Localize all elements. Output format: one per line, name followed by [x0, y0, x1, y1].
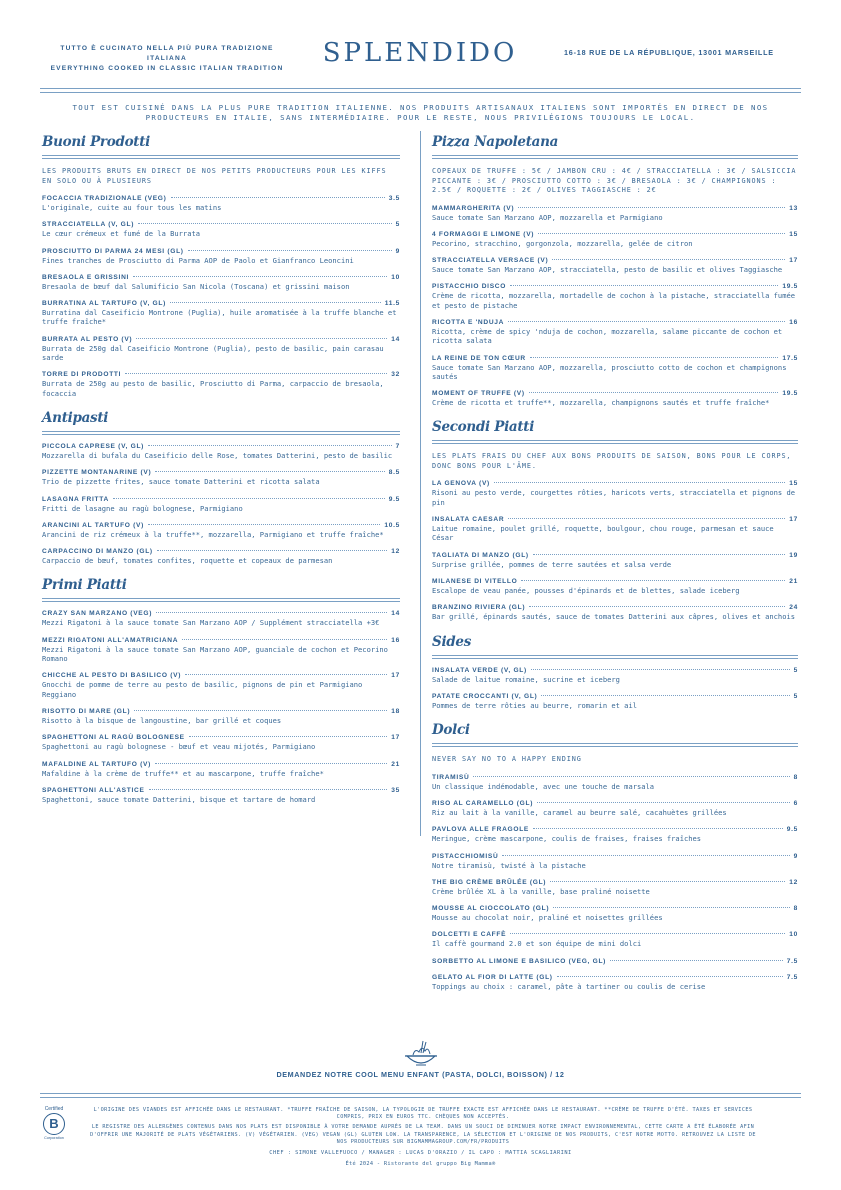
dotted-leader: [557, 976, 783, 977]
menu-item: [432, 257, 798, 274]
menu-item-name: TAGLIATA DI MANZO (GL): [432, 551, 529, 559]
menu-item-price: 16: [789, 318, 798, 326]
menu-item-price: 7: [395, 442, 400, 450]
footer-divider: [40, 1093, 801, 1098]
section-rule: [432, 743, 798, 747]
menu-item-heading: [432, 231, 798, 238]
menu-item: [432, 480, 798, 507]
dotted-leader: [156, 612, 387, 613]
intro-text: TOUT EST CUISINÉ DANS LA PLUS PURE TRADITION ITALIENNE. NOS PRODUITS ARTISANAUX ITALIENS SONT IMPORTÉS EN DIRECT DE NOS PRODUCTEURS EN ITALIE, SANS INTERMÉDIAIRE. POUR LE RESTE, NOUS PRIVILÉGIONS TOUJOURS LE LOCAL.: [72, 103, 769, 122]
menu-item: [42, 734, 400, 751]
menu-item-description: Le cœur crémeux et fumé de la Burrata: [42, 229, 201, 239]
menu-item: [42, 469, 400, 486]
menu-item-description: L'originale, cuite au four tous les matins: [42, 203, 222, 212]
menu-item-name: PISTACCHIOMISÙ: [432, 852, 499, 860]
left-column: [42, 131, 400, 813]
menu-item: [42, 248, 400, 265]
menu-item-description: Toppings au choix : caramel, pâte à tartiner ou coulis de cerise: [432, 981, 706, 991]
menu-item-heading: [432, 283, 798, 290]
menu-item: [42, 708, 400, 725]
menu-item-name: INSALATA VERDE (V, GL): [432, 666, 527, 674]
menu-item-heading: [432, 800, 798, 807]
dotted-leader: [508, 321, 785, 322]
menu-item-description: Crème de ricotta et truffe**, mozzarella, champignons sautés et truffe fraîche*: [432, 398, 770, 408]
menu-item-description: Trio de pizzette frites, sauce tomate Datterini et ricotta salata: [42, 477, 320, 487]
dotted-leader: [189, 736, 387, 737]
menu-item-price: 17: [789, 516, 798, 524]
menu-item-description: Il caffè gourmand 2.0 et son équipe de mini dolci: [432, 939, 642, 949]
menu-item-price: 19: [789, 551, 798, 559]
section-rule: [42, 431, 400, 435]
menu-item-name: RISOTTO DI MARE (GL): [42, 707, 131, 715]
dotted-leader: [133, 276, 387, 277]
menu-item: [432, 931, 798, 948]
menu-item-price: 8.5: [388, 469, 400, 477]
menu-item-heading: [432, 390, 798, 397]
menu-item-description: Fritti de lasagne au ragù bolognese, Parmigiano: [42, 503, 243, 513]
menu-item: [432, 974, 798, 991]
menu-item: [42, 443, 400, 460]
menu-item-description: Carpaccio de bœuf, tomates confites, roquette et copeaux de parmesan: [42, 556, 333, 566]
menu-item-description: Mezzi Rigatoni à la sauce tomate San Marzano AOP / Supplément stracciatella +3€: [42, 618, 380, 628]
menu-item-name: SPAGHETTONI ALL'ASTICE: [42, 786, 145, 794]
menu-item: [432, 826, 798, 843]
menu-item: [42, 761, 400, 778]
dotted-leader: [541, 695, 789, 696]
menu-header: [0, 38, 841, 72]
menu-item-name: GELATO AL FIOR DI LATTE (GL): [432, 973, 553, 981]
menu-item-heading: [42, 300, 400, 307]
dotted-leader: [510, 933, 785, 934]
menu-item-name: THE BIG CRÈME BRÛLÉE (GL): [432, 878, 547, 886]
menu-item: [432, 800, 798, 817]
section-rule: [42, 155, 400, 159]
menu-item: [432, 205, 798, 222]
dotted-leader: [508, 518, 785, 519]
dotted-leader: [552, 259, 785, 260]
menu-item-price: 12: [391, 548, 400, 556]
menu-item: [42, 195, 400, 212]
bcorp-corporation-label: Corporation: [44, 1136, 64, 1140]
menu-item: [42, 522, 400, 539]
menu-item-heading: [42, 672, 400, 679]
menu-item-price: 6: [793, 799, 798, 807]
menu-item: [432, 319, 798, 346]
menu-item-heading: [42, 637, 400, 644]
menu-item-name: PROSCIUTTO DI PARMA 24 MESI (GL): [42, 247, 184, 255]
dotted-leader: [553, 907, 789, 908]
menu-item-description: Burratina dal Caseificio Montrone (Puglia), huile aromatisée à la truffe blanche et truffe fraîche*: [42, 308, 397, 327]
menu-item-heading: [42, 336, 400, 343]
menu-item-price: 7.5: [786, 973, 798, 981]
menu-item-name: 4 FORMAGGI E LIMONE (V): [432, 230, 535, 238]
menu-item-heading: [432, 319, 798, 326]
dotted-leader: [125, 373, 387, 374]
menu-item-price: 8: [793, 905, 798, 913]
dotted-leader: [529, 392, 779, 393]
menu-item-description: Ricotta, crème de spicy 'nduja de cochon, mozzarella, salame piccante de cochon et ricotta salata: [432, 326, 783, 346]
menu-item-name: FOCACCIA TRADIZIONALE (VEG): [42, 195, 167, 202]
menu-item-price: 10.5: [384, 521, 400, 529]
menu-item-name: STRACCIATELLA VERSACE (V): [432, 257, 549, 265]
menu-item-description: Mousse au chocolat noir, praliné et noisettes grillées: [432, 913, 663, 923]
menu-item: [42, 371, 400, 398]
menu-item-name: CHICCHE AL PESTO DI BASILICO (V): [42, 672, 182, 680]
menu-item-price: 35: [391, 786, 400, 794]
menu-item-name: LA GENOVA (V): [432, 480, 490, 488]
menu-item-heading: [42, 443, 400, 450]
dotted-leader: [533, 828, 783, 829]
dotted-leader: [530, 357, 778, 358]
dotted-leader: [138, 223, 392, 224]
menu-item: [42, 336, 400, 363]
menu-item-price: 3.5: [388, 195, 400, 202]
section-title: Buoni Prodotti: [42, 134, 150, 150]
dotted-leader: [148, 524, 380, 525]
menu-item-name: MILANESE DI VITELLO: [432, 577, 518, 585]
menu-item-description: Spaghettoni, sauce tomate Datterini, bisque et tartare de homard: [42, 794, 316, 804]
menu-item-name: TORRE DI PRODOTTI: [42, 371, 122, 379]
pasta-bowl-icon: [404, 1040, 438, 1068]
menu-item-price: 21: [789, 577, 798, 585]
menu-item-description: Surprise grillée, pommes de terre sautées et salsa verde: [432, 559, 672, 569]
menu-item-price: 32: [391, 371, 400, 379]
dotted-leader: [531, 669, 790, 670]
section-rule: [42, 598, 400, 602]
staff-credits: CHEF : SIMONE VALLEFUOCO / MANAGER : LUCAS D'ORAZIO / IL CAPO : MATTIA SCAGLIARINI: [269, 1150, 572, 1156]
section-title: Dolci: [432, 722, 470, 739]
menu-item-price: 21: [391, 760, 400, 768]
menu-item-heading: [42, 274, 400, 281]
menu-item-heading: [432, 826, 798, 833]
dotted-leader: [510, 285, 778, 286]
menu-item: [432, 667, 798, 684]
menu-item-description: Mezzi Rigatoni à la sauce tomate San Marzano AOP, guanciale de cochon et Pecorino Romano: [42, 644, 388, 664]
dotted-leader: [533, 554, 785, 555]
menu-item: [42, 221, 400, 238]
section-description: NEVER SAY NO TO A HAPPY ENDING: [432, 755, 582, 764]
section-pizza-napoletana: [432, 131, 798, 407]
menu-item-price: 13: [789, 204, 798, 212]
menu-item-heading: [432, 355, 798, 362]
menu-item: [42, 274, 400, 291]
menu-item-name: PIZZETTE MONTANARINE (V): [42, 469, 152, 477]
menu-item: [432, 283, 798, 310]
menu-item-name: MOMENT OF TRUFFE (V): [432, 390, 525, 398]
menu-item-description: Mafaldine à la crème de truffe** et au mascarpone, truffe fraîche*: [42, 768, 324, 778]
menu-item-name: BURRATA AL PESTO (V): [42, 335, 133, 343]
menu-item-name: SORBETTO AL LIMONE E BASILICO (VEG, GL): [432, 957, 607, 965]
menu-item-price: 18: [391, 707, 400, 715]
menu-item-name: TIRAMISÙ: [432, 773, 470, 781]
section-title: Secondi Piatti: [432, 419, 535, 436]
menu-item-name: CARPACCINO DI MANZO (GL): [42, 548, 153, 556]
bcorp-letter: B: [43, 1113, 65, 1135]
menu-item-heading: [42, 496, 400, 503]
menu-item-price: 17: [789, 257, 798, 265]
menu-item-name: PATATE CROCCANTI (V, GL): [432, 692, 538, 700]
menu-item-description: Burrata de 250g au pesto de basilic, Prosciutto di Parma, carpaccio de bresaola, focaccia: [42, 379, 384, 398]
menu-item-price: 19.5: [782, 283, 798, 291]
menu-item-name: BURRATINA AL TARTUFO (V, GL): [42, 300, 166, 308]
menu-item-heading: [432, 480, 798, 487]
menu-item-price: 19.5: [782, 390, 798, 398]
menu-item-name: MOUSSE AL CIOCCOLATO (GL): [432, 905, 550, 913]
menu-item-heading: [42, 195, 400, 202]
menu-item-price: 9: [395, 247, 400, 255]
menu-item: [432, 958, 798, 965]
menu-item-description: Arancini de riz crémeux à la truffe**, mozzarella, Parmigiano et truffe fraîche*: [42, 529, 384, 539]
menu-item-heading: [432, 905, 798, 912]
menu-item-name: LA REINE DE TON CŒUR: [432, 354, 526, 362]
menu-item-name: MEZZI RIGATONI ALL'AMATRICIANA: [42, 636, 179, 644]
section-title: Primi Piatti: [42, 577, 127, 594]
menu-item-name: PICCOLA CAPRESE (V, GL): [42, 442, 145, 450]
dotted-leader: [473, 776, 789, 777]
section-title: Sides: [432, 633, 472, 650]
brand-logo: SPLENDIDO: [322, 38, 518, 68]
menu-item-heading: [42, 787, 400, 794]
menu-item-price: 15: [789, 480, 798, 488]
menu-item-name: PISTACCHIO DISCO: [432, 283, 507, 291]
menu-item-price: 17: [391, 672, 400, 680]
menu-item-description: Sauce tomate San Marzano AOP, stracciatella, pesto de basilic et olives Taggiasche: [432, 265, 783, 275]
menu-item-heading: [42, 548, 400, 555]
menu-item-heading: [432, 257, 798, 264]
menu-item-description: Notre tiramisù, twisté à la pistache: [432, 860, 586, 870]
menu-item-heading: [432, 974, 798, 981]
menu-item-price: 10: [391, 273, 400, 281]
menu-item-price: 5: [793, 692, 798, 700]
menu-item-description: Salade de laitue romaine, sucrine et iceberg: [432, 674, 620, 684]
menu-item-description: Crème brûlée XL à la vanille, base praliné noisette: [432, 886, 650, 896]
menu-item-price: 14: [391, 610, 400, 618]
section-rule: [432, 440, 798, 444]
kids-menu-note: DEMANDEZ NOTRE COOL MENU ENFANT (PASTA, DOLCI, BOISSON) / 12: [276, 1070, 565, 1079]
dotted-leader: [155, 471, 384, 472]
menu-item: [432, 578, 798, 595]
menu-item-name: ARANCINI AL TARTUFO (V): [42, 521, 145, 529]
dotted-leader: [182, 639, 387, 640]
menu-item-name: CRAZY SAN MARZANO (VEG): [42, 610, 153, 618]
menu-item-heading: [42, 221, 400, 228]
menu-item: [432, 905, 798, 922]
menu-item-name: MAFALDINE AL TARTUFO (V): [42, 760, 151, 768]
menu-item-description: Burrata de 250g dal Caseificio Montrone (Puglia), pesto de basilic, pain carasau sarde: [42, 343, 384, 363]
menu-item-description: Escalope de veau panée, pousses d'épinards et de blettes, salade iceberg: [432, 585, 740, 595]
menu-item-price: 24: [789, 604, 798, 612]
note-allergens: LE REGISTRE DES ALLERGÈNES CONTENUS DANS NOS PLATS EST DISPONIBLE À VOTRE DEMANDE AUPRÈS DE LA TEAM. DANS UN SOUCI DE DIMINUER NOTRE IMPACT ENVIRONNEMENTAL, CETTE CARTE A ÉTÉ ÉLABORÉE AFIN D'OFFRIR UNE MAJORITÉ DE PLATS VÉGÉTARIENS. (V) VÉGÉTARIEN. (VEG) VEGAN (GL) GLUTEN LOW. LA TRANSPARENCE, LA SÉLECTION ET L'ORIGINE DE NOS PRODUITS, C'EST NOTRE MOTTO. RETROUVEZ LA LISTE DE NOS PRODUCTEURS SUR BIGMAMMAGROUP.COM/FR/PRODUITS: [90, 1124, 756, 1145]
menu-item-heading: [432, 774, 798, 781]
menu-item-name: INSALATA CAESAR: [432, 516, 505, 524]
menu-item-price: 9: [793, 852, 798, 860]
menu-item-description: Laitue romaine, poulet grillé, roquette, boulgour, chou rouge, parmesan et sauce César: [432, 524, 774, 543]
menu-item-description: Sauce tomate San Marzano AOP, mozzarella et Parmigiano: [432, 212, 663, 222]
dotted-leader: [136, 338, 387, 339]
menu-item-description: Pecorino, stracchino, gorgonzola, mozzarella, gelée de citron: [432, 238, 693, 248]
dotted-leader: [537, 802, 790, 803]
section-dolci: [432, 719, 798, 991]
section-secondi-piatti: [432, 416, 798, 621]
dotted-leader: [494, 482, 785, 483]
menu-item-heading: [432, 667, 798, 674]
menu-item-price: 5: [395, 221, 400, 229]
menu-item-heading: [432, 552, 798, 559]
tagline-italian: TUTTO È CUCINATO NELLA PIÙ PURA TRADIZIONE ITALIANA: [60, 45, 274, 62]
menu-item-price: 16: [391, 636, 400, 644]
menu-item-heading: [432, 604, 798, 611]
menu-item-description: Pommes de terre rôties au beurre, romarin et ail: [432, 700, 637, 710]
menu-item-description: Gnocchi de pomme de terre au pesto de basilic, pignons de pin et Parmigiano Reggiano: [42, 680, 363, 699]
menu-item-heading: [42, 734, 400, 741]
menu-item: [42, 637, 400, 664]
dotted-leader: [155, 763, 387, 764]
menu-item-heading: [432, 879, 798, 886]
menu-item-price: 5: [793, 666, 798, 674]
menu-item: [432, 774, 798, 791]
menu-item-price: 7.5: [786, 957, 798, 965]
tagline-english: EVERYTHING COOKED IN CLASSIC ITALIAN TRADITION: [50, 65, 284, 72]
dotted-leader: [134, 710, 387, 711]
menu-item-heading: [42, 708, 400, 715]
dotted-leader: [170, 302, 381, 303]
dotted-leader: [148, 445, 392, 446]
section-description: LES PRODUITS BRUTS EN DIRECT DE NOS PETITS PRODUCTEURS POUR LES KIFFS EN SOLO OU À PLUSIEURS: [42, 167, 387, 185]
season-note: Été 2024 - Ristorante del gruppo Big Mamma®: [345, 1161, 496, 1167]
bcorp-logo: [40, 1106, 68, 1140]
menu-item-heading: [432, 516, 798, 523]
menu-item-heading: [42, 610, 400, 617]
menu-item-description: Sauce tomate San Marzano AOP, mozzarella, prosciutto cotto de cochon et champignons sautés: [432, 362, 787, 381]
menu-item: [432, 231, 798, 248]
menu-item-price: 11.5: [384, 300, 400, 308]
right-column: [432, 131, 798, 1000]
menu-item-description: Crème de ricotta, mozzarella, mortadelle de cochon à la pistache, stracciatella fumée et pesto de pistache: [432, 291, 796, 310]
menu-item-price: 9.5: [388, 495, 400, 503]
menu-item-heading: [432, 931, 798, 938]
menu-item-heading: [42, 522, 400, 529]
menu-item-name: RICOTTA E 'NDUJA: [432, 318, 505, 326]
menu-item-heading: [432, 853, 798, 860]
menu-item-price: 12: [789, 878, 798, 886]
menu-item-price: 10: [789, 931, 798, 939]
menu-item-name: BRESAOLA E GRISSINI: [42, 273, 130, 281]
menu-item-description: Meringue, crème mascarpone, coulis de fraises, fraises fraîches: [432, 834, 702, 844]
restaurant-address: 16-18 RUE DE LA RÉPUBLIQUE, 13001 MARSEILLE: [564, 48, 774, 57]
note-origin: L'ORIGINE DES VIANDES EST AFFICHÉE DANS LE RESTAURANT. *TRUFFE FRAÎCHE DE SAISON, LA TYPOLOGIE DE TRUFFE EXACTE EST AFFICHÉE DANS LE RESTAURANT. **CRÈME DE TRUFFE D'ÉTÉ. TAXES ET SERVICES COMPRIS, PRIX EN EUROS TTC. CHÈQUES NON ACCEPTÉS.: [93, 1107, 753, 1121]
menu-item-name: LASAGNA FRITTA: [42, 495, 109, 503]
dotted-leader: [550, 881, 785, 882]
section-primi-piatti: [42, 574, 400, 804]
menu-item: [432, 853, 798, 870]
menu-item-price: 17: [391, 734, 400, 742]
dotted-leader: [157, 550, 387, 551]
dotted-leader: [149, 789, 388, 790]
dotted-leader: [185, 674, 387, 675]
menu-item-name: DOLCETTI E CAFFÈ: [432, 931, 507, 939]
menu-item: [432, 879, 798, 896]
menu-item: [42, 548, 400, 565]
menu-item: [432, 355, 798, 382]
dotted-leader: [538, 233, 785, 234]
menu-item-heading: [42, 469, 400, 476]
menu-item-price: 17.5: [782, 354, 798, 362]
menu-item-heading: [432, 205, 798, 212]
menu-item-name: STRACCIATELLA (V, GL): [42, 221, 135, 229]
menu-item-description: Bresaola de bœuf dal Salumificio San Nicola (Toscana) et grissini maison: [42, 281, 350, 291]
menu-item-name: RISO AL CARAMELLO (GL): [432, 799, 534, 807]
section-title: Pizza Napoletana: [432, 134, 559, 150]
section-buoni-prodotti: [42, 131, 400, 398]
section-title: Antipasti: [42, 409, 109, 426]
section-rule: [432, 655, 798, 659]
menu-item-description: Bar grillé, épinards sautés, sauce de tomates Datterini aux câpres, olives et anchois: [432, 612, 796, 622]
menu-item: [42, 787, 400, 804]
menu-item: [432, 390, 798, 407]
menu-item-heading: [42, 248, 400, 255]
section-description: COPEAUX DE TRUFFE : 5€ / JAMBON CRU : 4€ / STRACCIATELLA : 3€ / SALSICCIA PICCANTE : 3€ / PROSCIUTTO COTTO : 3€ / BRESAOLA : 3€ / CHAMPIGNONS : 2.5€ / ROQUETTE : 2€ / OLIVES TAGGIASCHE : 2€: [432, 167, 797, 194]
menu-item-heading: [432, 693, 798, 700]
column-divider: [420, 131, 421, 836]
menu-item-price: 14: [391, 335, 400, 343]
menu-item-name: PAVLOVA ALLE FRAGOLE: [432, 826, 530, 834]
menu-item: [432, 693, 798, 710]
legal-notes: [88, 1107, 758, 1149]
section-sides: [432, 631, 798, 711]
dotted-leader: [188, 250, 392, 251]
header-divider: [40, 88, 801, 93]
menu-item: [432, 516, 798, 543]
section-description: LES PLATS FRAIS DU CHEF AUX BONS PRODUITS DE SAISON, BONS POUR LE CORPS, DONC BONS POUR L'ÂME.: [432, 452, 792, 470]
menu-item: [42, 300, 400, 327]
dotted-leader: [113, 498, 385, 499]
menu-item-description: Fines tranches de Prosciutto di Parma AOP de Paolo et Gianfranco Leoncini: [42, 255, 354, 265]
menu-item-heading: [42, 371, 400, 378]
tagline: [41, 44, 293, 74]
menu-item: [42, 610, 400, 627]
bcorp-certified-label: Certified: [44, 1106, 64, 1112]
menu-item-description: Risotto à la bisque de langoustine, bar grillé et coques: [42, 715, 282, 725]
dotted-leader: [518, 207, 785, 208]
menu-item-description: Risoni au pesto verde, courgettes rôties, haricots verts, stracciatella et pignons de pin: [432, 488, 796, 507]
menu-item-heading: [432, 958, 798, 965]
dotted-leader: [529, 606, 785, 607]
menu-item-description: Un classique indémodable, avec une touche de marsala: [432, 781, 655, 791]
menu-item-description: Spaghettoni au ragù bolognese - bœuf et veau mijotés, Parmigiano: [42, 742, 316, 752]
dotted-leader: [171, 197, 385, 198]
menu-item: [42, 496, 400, 513]
menu-item-price: 9.5: [786, 826, 798, 834]
menu-item-price: 15: [789, 230, 798, 238]
menu-item-heading: [432, 578, 798, 585]
menu-item-description: Riz au lait à la vanille, caramel au beurre salé, cacahuètes grillées: [432, 807, 727, 817]
section-antipasti: [42, 407, 400, 565]
menu-item-name: SPAGHETTONI AL RAGÙ BOLOGNESE: [42, 734, 185, 742]
dotted-leader: [610, 960, 783, 961]
menu-item-description: Mozzarella di bufala du Caseificio delle Rose, tomates Datterini, pesto de basilic: [42, 450, 393, 460]
menu-item: [432, 552, 798, 569]
menu-item-heading: [42, 761, 400, 768]
menu-item: [42, 672, 400, 699]
menu-item-price: 8: [793, 773, 798, 781]
section-rule: [432, 155, 798, 159]
menu-item: [432, 604, 798, 621]
dotted-leader: [502, 855, 789, 856]
menu-item-name: MAMMARGHERITA (V): [432, 204, 515, 212]
menu-item-name: BRANZINO RIVIERA (GL): [432, 604, 526, 612]
dotted-leader: [521, 580, 785, 581]
